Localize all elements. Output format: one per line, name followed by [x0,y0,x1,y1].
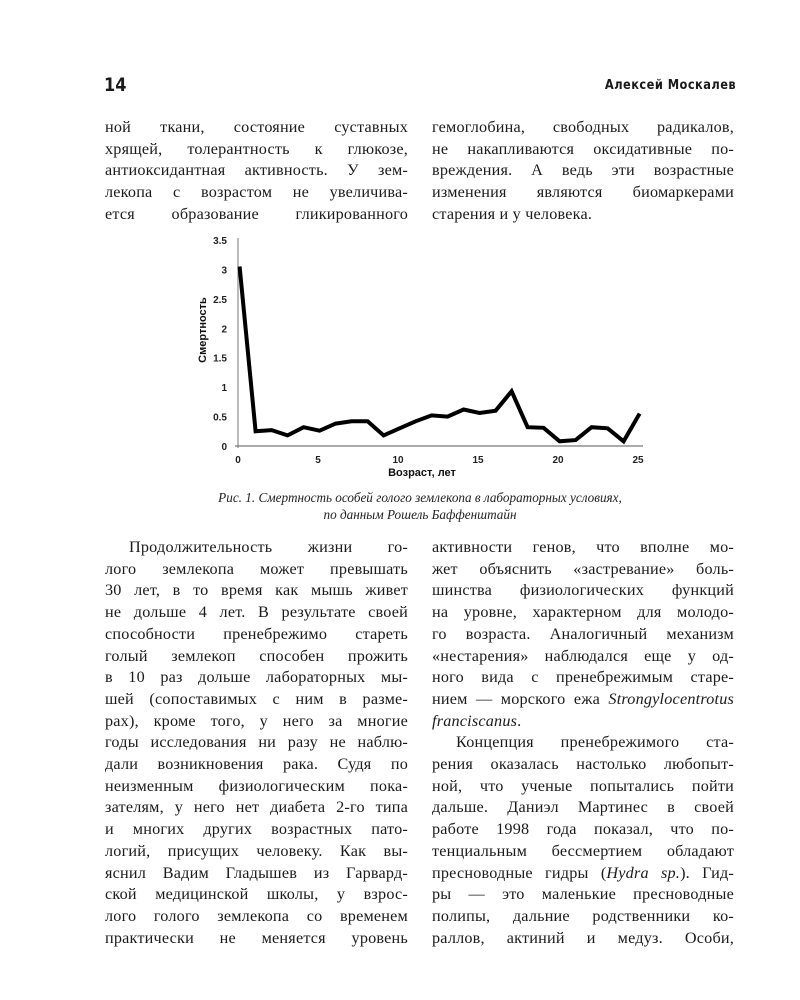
text-line: полипы, дальние родственники ко- [432,906,734,925]
text-line: антиоксидантная активность. У зем- [105,161,408,180]
bottom-right-text-column [432,537,734,949]
text-line: «нестарения» наблюдался еще у од- [432,646,734,665]
text-line-species [432,689,734,711]
text-line: годы исследования ни разу не наблю- [105,733,408,752]
text-line: раллов, актиний и медуз. Особи, [432,928,734,947]
text-line: жет объяснить «застревание» боль- [432,559,734,578]
text-line: активности генов, что вполне мо- [432,538,734,556]
caption-line-1: Рис. 1. Смертность особей голого землекопа в лабораторных условиях, [218,490,622,505]
mortality-series-line [240,267,640,442]
caption-line-2: по данным Рошель Баффенштайн [323,507,517,522]
text-line: в 10 раз дольше лабораторных мы- [105,668,408,687]
text-line: дали возникновения рака. Судя по [105,755,408,774]
text-line: ной ткани, состояние суставных [105,118,408,136]
text-line: ется образование гликированного [105,204,408,223]
figure-caption [160,489,680,523]
bottom-left-text-column [105,537,408,949]
text-line: и многих других возрастных пато- [105,820,408,839]
text-line: гемоглобина, свободных радикалов, [432,118,734,136]
page-number: 14 [104,74,127,96]
y-tick-label: 0.5 [213,412,227,424]
x-tick-label: 10 [392,455,404,466]
x-tick-label: 25 [632,455,644,466]
text-line: рах), кроме того, у него за многие [105,711,408,730]
y-tick-label: 1 [221,383,227,395]
text-line: логий, присущих человеку. Как вы- [105,841,408,860]
top-left-text-column [105,117,408,226]
y-tick-label: 3.5 [213,236,227,247]
y-axis-ticks [213,236,227,453]
text-line: Продолжительность жизни го- [129,538,408,556]
text-line: Концепция пренебрежимого ста- [456,733,734,752]
page-header [104,74,736,102]
y-tick-label: 1.5 [213,353,227,365]
text-line: старения и у человека. [432,204,593,223]
text-line: рения оказалась настолько любопыт- [432,755,734,774]
text-line: изменения являются биомаркерами [432,183,734,202]
species-name-italic: franciscanus [432,711,518,730]
mortality-line-chart [185,230,655,480]
text-line: неизменным физиологическим пока- [105,776,408,795]
text-line: 30 лет, в то время как мышь живет [105,581,408,600]
x-tick-label: 5 [315,455,321,466]
species-name-italic: Strongylocentrotus [608,689,734,708]
x-axis-label: Возраст, лет [388,467,456,479]
text-line: яснил Вадим Гладышев из Гарвард- [105,863,408,882]
text-line: вреждения. А ведь эти возрастные [432,161,734,180]
text-fragment: . [517,711,522,730]
text-line: тенциальным бессмертием обладают [432,841,734,860]
x-tick-label: 0 [235,455,241,466]
text-line: ской медицинской школы, у взрос- [105,885,408,904]
text-line: ной, что ученые попытались пойти [432,776,734,795]
text-line: не накапливаются оксидативные по- [432,139,734,158]
text-fragment: пресноводные гидры ( [432,863,607,882]
text-line: шей (сопоставимых с ним в разме- [105,689,408,708]
x-tick-label: 15 [472,455,484,466]
y-tick-label: 0 [221,442,227,453]
text-line: ного вида с пренебрежимым старе- [432,668,734,687]
text-line-hydra [432,863,734,885]
text-fragment: ). Гид- [680,863,734,882]
chart-canvas [185,230,655,480]
text-line: шинства физиологических функций [432,581,734,600]
species-name-italic: Hydra sp. [606,863,681,882]
text-line: на уровне, характерном для молодо- [432,603,734,622]
text-line: ры — это маленькие пресноводные [432,885,734,904]
x-axis-ticks [235,455,644,466]
text-line: голый землекоп способен прожить [105,646,408,665]
text-line: работе 1998 года показал, что по- [432,820,734,839]
text-line: лого землекопа может превышать [105,559,408,578]
x-tick-label: 20 [552,455,564,466]
text-line: способности пренебрежимо стареть [105,624,408,643]
text-line: го возраста. Аналогичный механизм [432,624,734,643]
text-line: хрящей, толерантность к глюкозе, [105,139,408,158]
y-tick-label: 2.5 [213,294,227,306]
y-tick-label: 3 [221,265,227,277]
text-line: дальше. Даниэл Мартинес в своей [432,798,734,817]
top-right-text-column [432,117,734,226]
text-line: лекопа с возрастом не увеличива- [105,183,408,202]
text-line: практически не меняется уровень [105,928,408,947]
text-line: лого голого землекопа со временем [105,906,408,925]
text-line: не дольше 4 лет. В результате своей [105,603,408,622]
text-fragment: нием — морского ежа [432,689,600,708]
text-line-species-end [432,711,734,733]
running-head-author: Алексей Москалев [604,78,736,93]
y-axis-label: Смертность [197,297,209,363]
y-tick-label: 2 [221,324,227,336]
text-line: зателям, у него нет диабета 2-го типа [105,798,408,817]
